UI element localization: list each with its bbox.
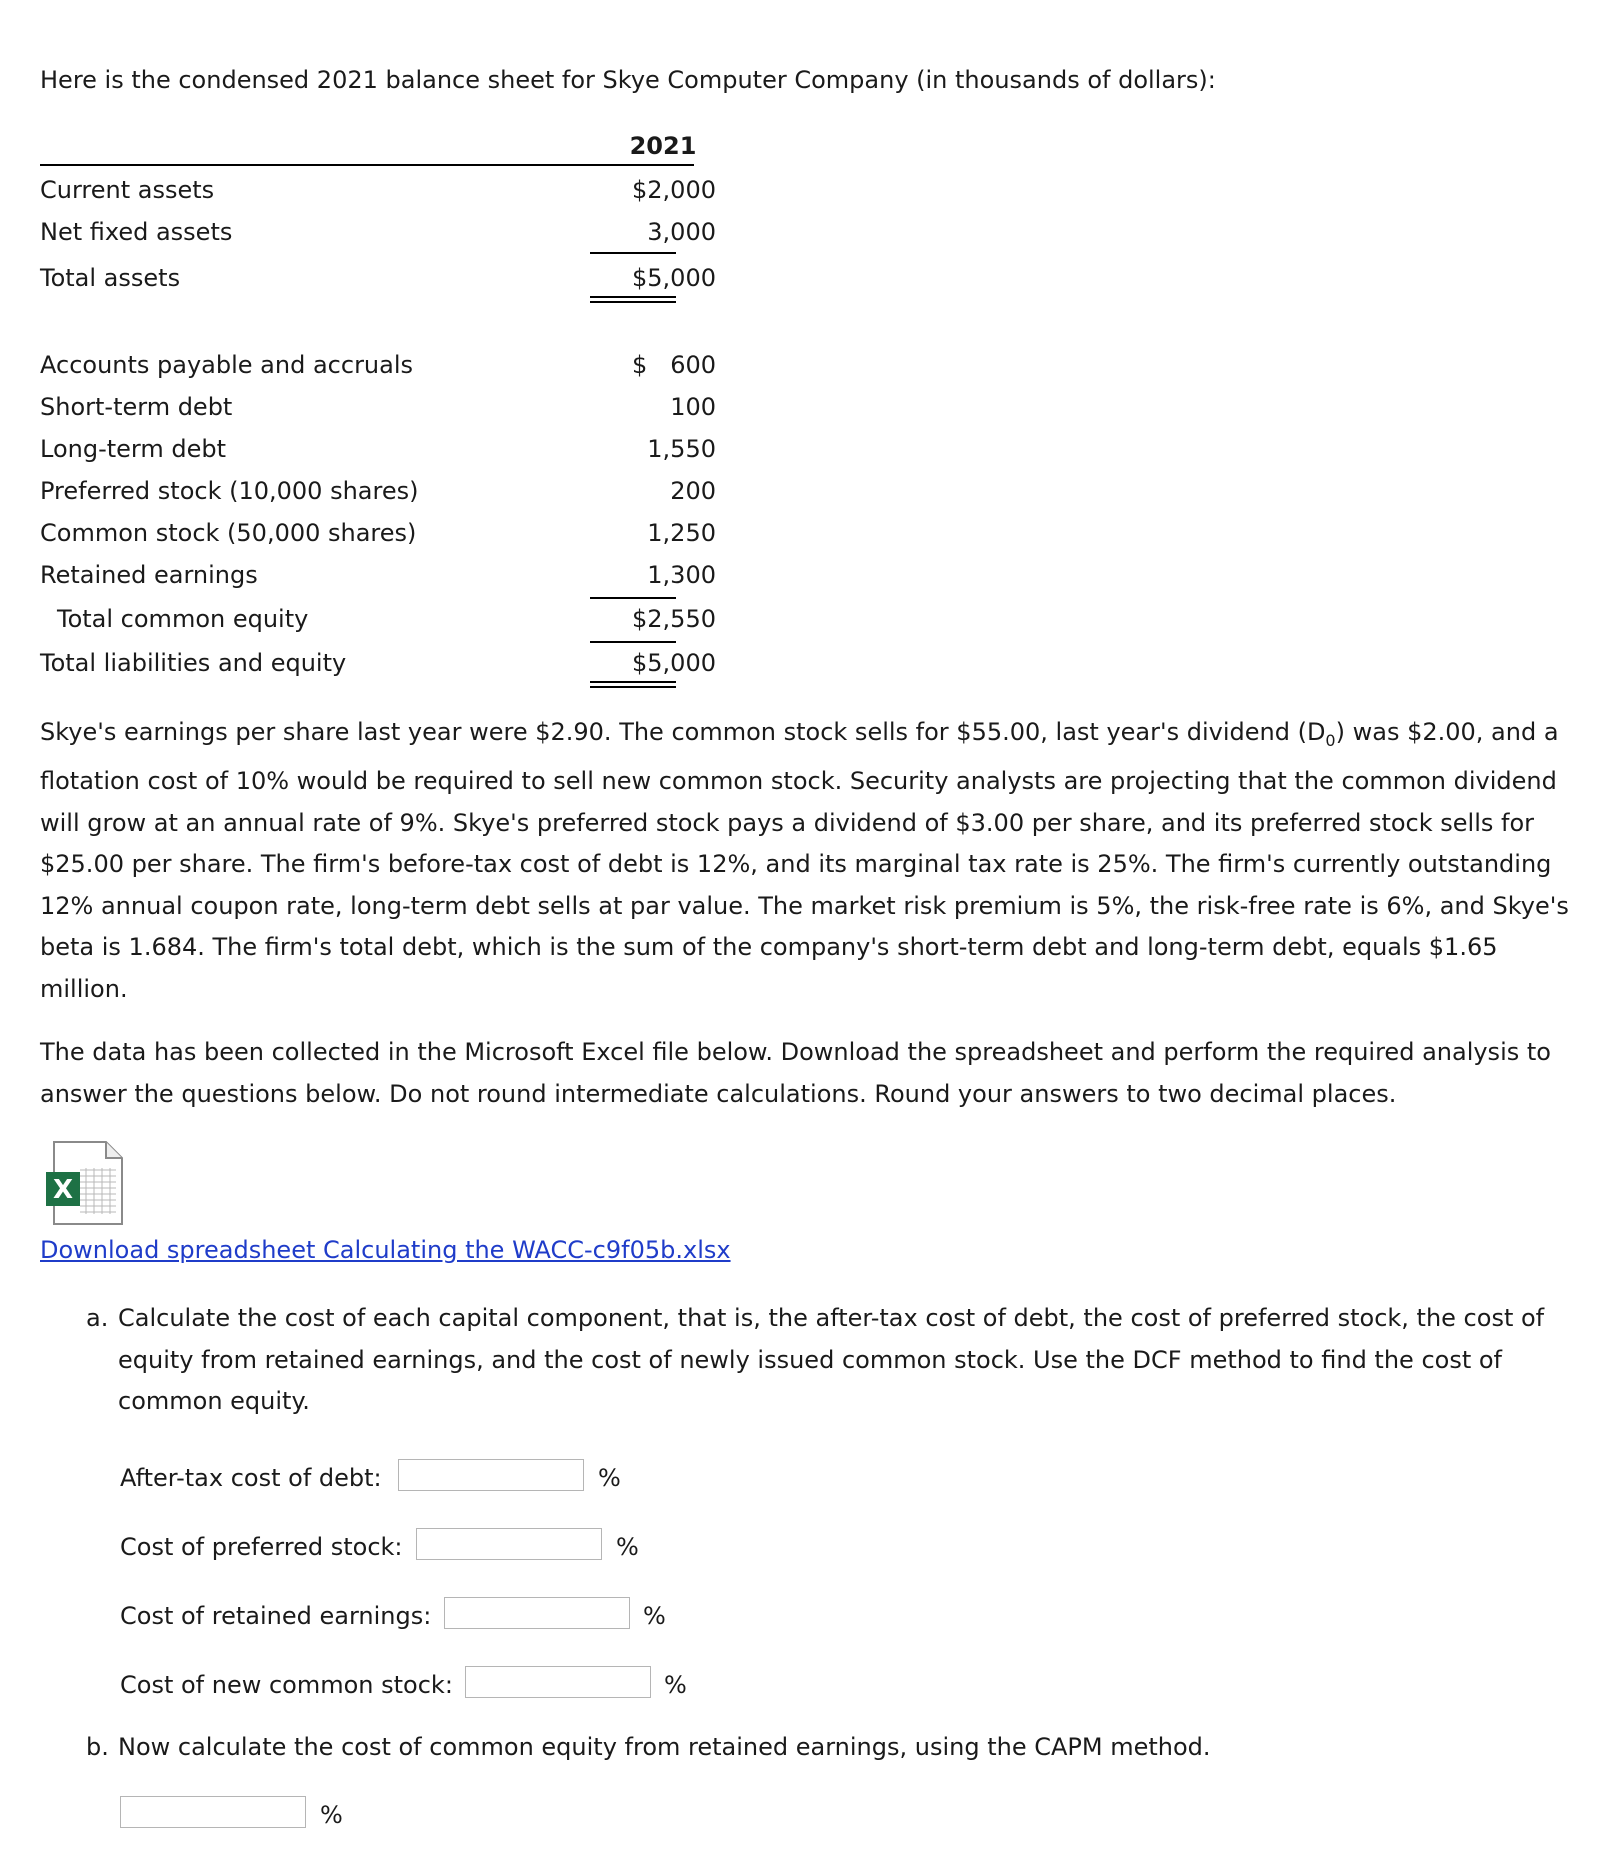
row-label: Total common equity: [57, 605, 309, 633]
field-label: Cost of preferred stock:: [120, 1533, 403, 1561]
bs-row: [40, 351, 716, 391]
total-double-rule: [590, 681, 676, 688]
subtotal-rule: [590, 252, 676, 254]
row-label: Preferred stock (10,000 shares): [40, 477, 419, 505]
cost-of-retained-earnings-input[interactable]: [444, 1597, 630, 1629]
field-label: After-tax cost of debt:: [120, 1464, 382, 1492]
intro-text: Here is the condensed 2021 balance sheet for Skye Computer Company (in thousands of dollars):: [40, 66, 1216, 94]
row-value: 3,000: [647, 218, 716, 246]
row-label: Long-term debt: [40, 435, 227, 463]
total-double-rule: [590, 296, 676, 303]
bs-row: [40, 176, 716, 216]
row-label: Common stock (50,000 shares): [40, 519, 417, 547]
after-tax-cost-of-debt-input[interactable]: [398, 1459, 584, 1491]
row-value: 1,550: [647, 435, 716, 463]
percent-unit: %: [320, 1801, 343, 1829]
bs-row: [40, 435, 716, 475]
row-label: Net fixed assets: [40, 218, 233, 246]
bs-row: [40, 393, 716, 433]
row-value: $ 600: [632, 351, 716, 379]
capm-cost-of-equity-input[interactable]: [120, 1796, 306, 1828]
field-label: Cost of retained earnings:: [120, 1602, 432, 1630]
paragraph-text: Skye's earnings per share last year were $2.90. The common stock sells for $55.00, last year's dividend (D: [40, 718, 1326, 746]
download-spreadsheet-link[interactable]: Download spreadsheet Calculating the WACC-c9f05b.xlsx: [40, 1236, 731, 1264]
row-label: Current assets: [40, 176, 215, 204]
row-label: Retained earnings: [40, 561, 258, 589]
cost-of-preferred-stock-input[interactable]: [416, 1528, 602, 1560]
problem-paragraph: [40, 712, 1580, 1010]
excel-letter: X: [52, 1175, 74, 1205]
row-value: 100: [670, 393, 716, 421]
excel-file-icon[interactable]: [44, 1140, 126, 1226]
row-label: Total assets: [40, 264, 181, 292]
percent-unit: %: [616, 1533, 639, 1561]
bs-row: [40, 605, 716, 645]
question-letter: b.: [86, 1733, 109, 1761]
question-b: [86, 1727, 1566, 1769]
row-label: Short-term debt: [40, 393, 233, 421]
question-text: Now calculate the cost of common equity from retained earnings, using the CAPM method.: [118, 1733, 1211, 1761]
cost-of-new-common-stock-input[interactable]: [465, 1666, 651, 1698]
instructions-paragraph: The data has been collected in the Microsoft Excel file below. Download the spreadsheet and perform the required analysis to answer the questions below. Do not round intermediate calculations. Round your answers to two decimal places.: [40, 1038, 1551, 1108]
row-value: 1,300: [647, 561, 716, 589]
row-value: $2,000: [632, 176, 716, 204]
row-value: $5,000: [632, 649, 716, 677]
question-letter: a.: [86, 1304, 109, 1332]
row-value: 1,250: [647, 519, 716, 547]
subscript: 0: [1325, 730, 1336, 750]
row-value: $5,000: [632, 264, 716, 292]
row-value: $2,550: [632, 605, 716, 633]
bs-row: [40, 477, 716, 517]
subtotal-rule: [590, 641, 676, 643]
row-label: Accounts payable and accruals: [40, 351, 414, 379]
bs-row: [40, 519, 716, 559]
question-text: Calculate the cost of each capital component, that is, the after-tax cost of debt, the cost of preferred stock, the cost of equity from retained earnings, and the cost of newly issued common stock. Use the DCF method to find the cost of common equity.: [118, 1304, 1545, 1415]
bs-row: [40, 561, 716, 601]
year-header: 2021: [629, 132, 697, 160]
percent-unit: %: [664, 1671, 687, 1699]
question-a: [86, 1298, 1566, 1423]
field-label: Cost of new common stock:: [120, 1671, 453, 1699]
paragraph-text: ) was $2.00, and a flotation cost of 10% would be required to sell new common stock. Security analysts are projecting that the common dividend will grow at an annual rate of 9%. Skye's preferred stock pays a dividend of $3.00 per share, and its preferred stock sells for $25.00 per share. The firm's before-tax cost of debt is 12%, and its marginal tax rate is 25%. The firm's currently outstanding 12% annual coupon rate, long-term debt sells at par value. The market risk premium is 5%, the risk-free rate is 6%, and Skye's beta is 1.684. The firm's total debt, which is the sum of the company's short-term debt and long-term debt, equals $1.65 million.: [40, 718, 1569, 1003]
row-label: Total liabilities and equity: [40, 649, 347, 677]
subtotal-rule: [590, 597, 676, 599]
row-value: 200: [670, 477, 716, 505]
percent-unit: %: [598, 1464, 621, 1492]
percent-unit: %: [643, 1602, 666, 1630]
header-rule: [40, 164, 694, 166]
